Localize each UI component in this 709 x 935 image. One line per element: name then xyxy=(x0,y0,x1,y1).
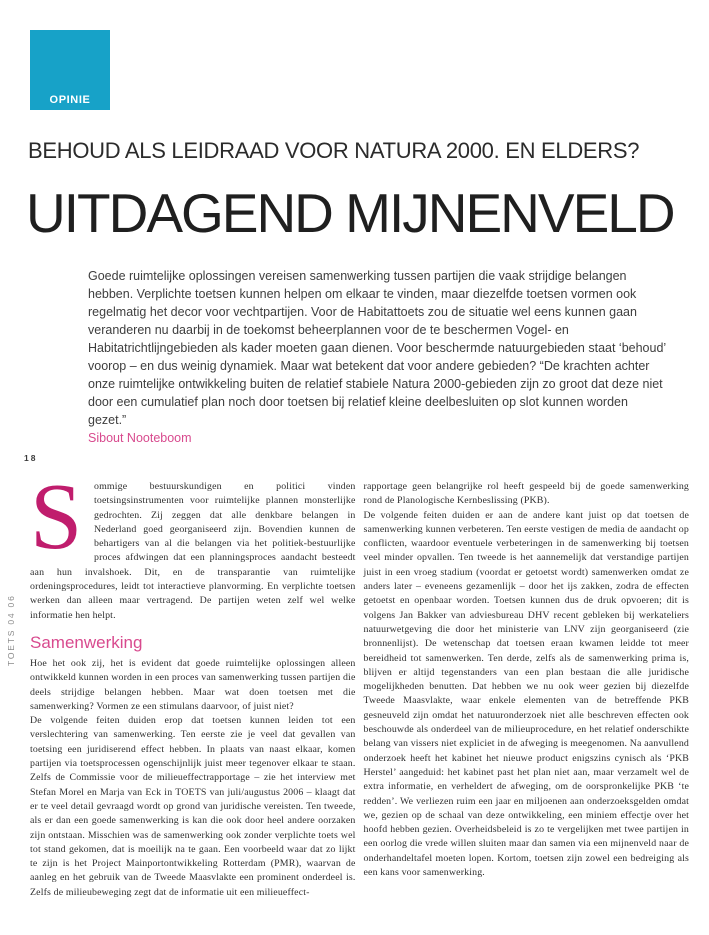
page-number: 18 xyxy=(24,453,38,463)
standfirst xyxy=(88,267,666,447)
opening-paragraph-text: ommige bestuurskundigen en politici vinden toetsingsinstrumenten voor ruimtelijke plannen monsterlijke gedrochten. Zij zeggen dat alle denkbare belangen in Nederland goed georganiseerd zijn. Bovendien kunnen de behartigers van al die belangen via het politiek-bestuurlijke proces afdwingen dat een planningsproces aandacht besteedt aan hun invalshoek. Dit, en de transparantie van ruimtelijke ordeningsprocedures, leidt tot interactieve planvorming. En verplichte toetsen werken dan alleen maar vertragend. De partijen weten zelf wel welke informatie hen helpt. xyxy=(30,481,356,621)
standfirst-text: Goede ruimtelijke oplossingen vereisen samenwerking tussen partijen die vaak strijdige belangen hebben. Verplichte toetsen kunnen helpen om elkaar te vinden, maar diezelfde toetsen vormen ook regelmatig het decor voor vechtpartijen. Voor de Habitattoets zou de situatie wel eens kunnen gaan veranderen nu daarbij in de toekomst beheerplannen voor de te beschermen Vogel- en Habitatrichtlijngebieden als kader moeten gaan dienen. Voor beschermde natuurgebieden staat ‘behoud’ voorop – en dus weinig dynamiek. Maar wat betekent dat voor andere gebieden? “De krachten achter onze ruimtelijke ontwikkeling buiten de relatief stabiele Natura 2000-gebieden zijn zo groot dat deze niet door een cumulatief plan noch door toetsen bij relatief kleine deelbesluiten op slot kunnen worden gezet.” xyxy=(88,269,666,427)
article-headline: UITDAGEND MIJNENVELD xyxy=(26,182,674,244)
body-column-left xyxy=(30,465,356,900)
article-body xyxy=(30,465,689,900)
category-badge xyxy=(30,30,110,110)
opening-paragraph xyxy=(30,465,356,623)
body-paragraph: rapportage geen belangrijke rol heeft gespeeld bij de goede samenwerking rond de Planologische Kernbeslissing (PKB). xyxy=(363,481,689,507)
section-heading-samenwerking: Samenwerking xyxy=(30,632,143,652)
author-byline: Sibout Nooteboom xyxy=(88,431,192,445)
body-paragraph: De volgende feiten duiden erop dat toetsen kunnen leiden tot een verslechtering van samenwerking. Ten eerste zie je veel dat gevallen van toetsing een juridiserend effect hebben. In plaats van naast elkaar, komen partijen via toetsprocessen ogenschijnlijk juist meer tegenover elkaar te staan. Zelfs de Commissie voor de milieueffectrapportage – zie het interview met Stefan Morel en Marja van Eck in TOETS van juli/augustus 2006 – klaagt dat er te veel detail gevraagd wordt op grond van juridische vereisten. Ten tweede, als er dan een goede samenwerking is kan die ook door heel andere oorzaken zijn ontstaan. Misschien was de samenwerking ook zonder verplichte toets wel tot stand gekomen, dat is moeilijk na te gaan. Een voorbeeld waar dat zo lijkt te zijn is het Project Mainportontwikkeling Rotterdam (PMR), waarvan de aanleg en het gebruik van de Tweede Maasvlakte een prominent onderdeel is. Zelfs de milieubeweging zegt dat de informatie uit een milieueffect- xyxy=(30,715,356,898)
category-label: OPINIE xyxy=(49,94,91,106)
issue-spine-text: TOETS 04 06 xyxy=(6,594,16,666)
body-paragraph: De volgende feiten duiden er aan de andere kant juist op dat toetsen de samenwerking kunnen verbeteren. Ten eerste vestigen de media de aandacht op conflicten, waardoor eventuele verbeteringen in de samenwerking bij toetsen veel minder opvallen. Ten tweede is het aannemelijk dat verstandige partijen juist in een vroeg stadium (voordat er getoetst wordt) samenwerken omdat ze anders later – eveneens gezamenlijk – door het ijs zakken, zodra de effecten getoetst en openbaar worden. Toetsen kunnen dus de druk opvoeren; dit is volgens Jan Bakker van adviesbureau DHV recent gebleken bij werkateliers natuurwetgeving die door het ministerie van LNV zijn georganiseerd (zie bronnenlijst). De wetenschap dat toetsen eraan kwamen leidde tot meer bereidheid tot samenwerken. Ten derde, zelfs als de samenwerking prima is, blijven er altijd tegenstanders van een plan bestaan die alle juridische mogelijkheden benutten. Dat hebben we nu ook weer gezien bij diezelfde Tweede Maasvlakte, waar enkele elementen van de betreffende PKB gesneuveld zijn omdat het natuuronderzoek niet alle beschreven effecten ook beschouwde als onderdeel van de milieuprocedure, en het relatief onderschikte belang van vissers niet expliciet in de afweging is meegenomen. Na aanvullend onderzoek heeft het kabinet het nieuwe product enigszins cynisch als ‘PKB Herstel’ aangeduid: het kabinet past het plan niet aan, maar verzamelt wel de extra informatie, en verheldert de afweging, om de oorspronkelijke PKB ‘te redden’. We verliezen ruim een jaar en miljoenen aan onderzoeksgelden omdat we, gezien op de schaal van deze ontwikkeling, een miniem effectje over het hoofd hebben gezien. Overheidsbeleid is zo te vergelijken met twee partijen in een oorlog die vrede willen sluiten maar dan samen via een mijnenveld naar de onderhandeltafel moeten lopen. Kortom, toetsen zijn zowel een bedreiging als een kans voor samenwerking. xyxy=(363,509,689,879)
body-paragraph: Hoe het ook zij, het is evident dat goede ruimtelijke oplossingen alleen ontwikkeld kunnen worden in een proces van samenwerking tussen partijen die deels strijdige belangen hebben. Maar wat doen toetsen met die samenwerking? Vormen ze een stimulans daarvoor, of juist niet? xyxy=(30,657,356,712)
drop-cap: S xyxy=(30,465,83,569)
article-kicker: BEHOUD ALS LEIDRAAD VOOR NATURA 2000. EN ELDERS? xyxy=(28,138,640,163)
body-column-right xyxy=(364,480,690,900)
